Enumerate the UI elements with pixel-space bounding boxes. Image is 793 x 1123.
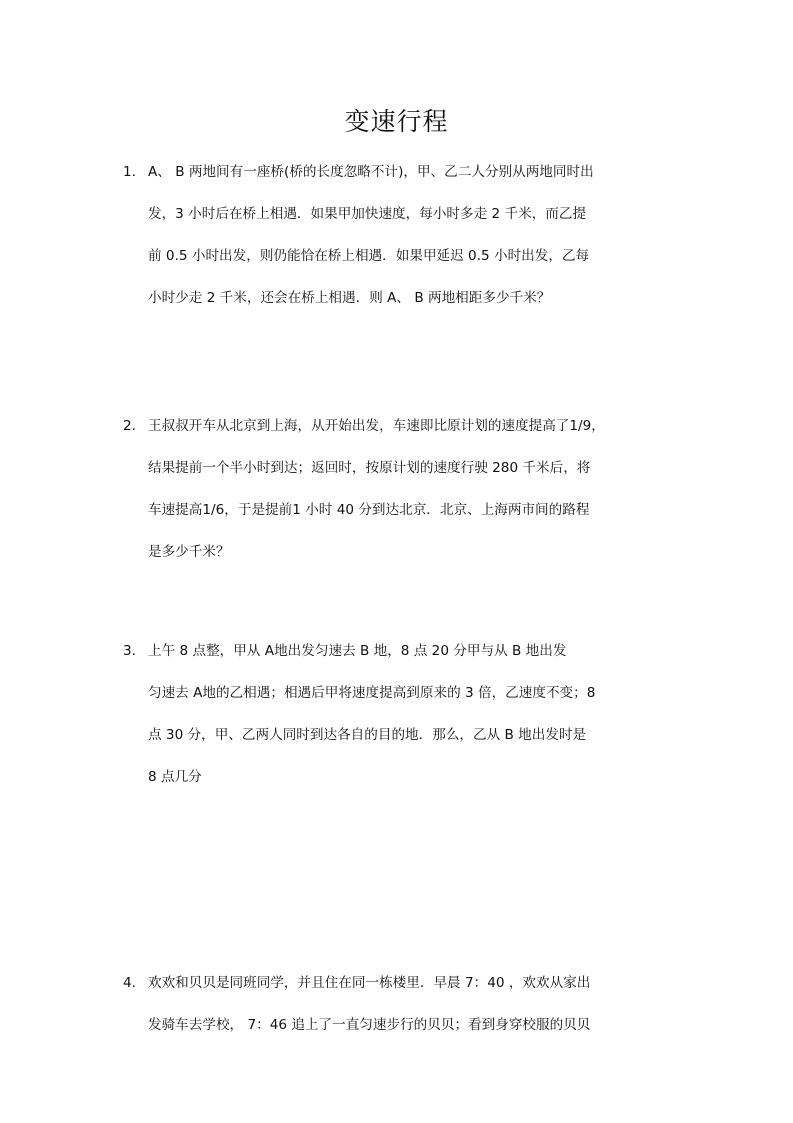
problem-text-line: A、 B 两地间有一座桥(桥的长度忽略不计)，甲、乙二人分别从两地同时出: [148, 164, 594, 180]
problem-text-line: 小时少走 2 千米，还会在桥上相遇．则 A、 B 两地相距多少千米？: [148, 290, 551, 306]
problem-text-line: 王叔叔开车从北京到上海，从开始出发，车速即比原计划的速度提高了1/9，: [148, 418, 605, 434]
problem-text-line: 匀速去 A地的乙相遇；相遇后甲将速度提高到原来的 3 倍，乙速度不变；8: [148, 685, 596, 701]
problem-text-line: 点 30 分，甲、乙两人同时到达各自的目的地．那么，乙从 B 地出发时是: [148, 727, 587, 743]
problem-text-line: 前 0.5 小时出发，则仍能恰在桥上相遇．如果甲延迟 0.5 小时出发，乙每: [148, 248, 590, 264]
problem-text-line: 结果提前一个半小时到达；返回时，按原计划的速度行驶 280 千米后，将: [148, 460, 591, 476]
problem-number: 1.: [123, 164, 136, 180]
problem-text-line: 8 点几分: [148, 769, 202, 785]
page-title: 变速行程: [344, 107, 449, 136]
problem-text-line: 是多少千米？: [148, 544, 230, 560]
problem-number: 2.: [123, 418, 136, 434]
problem-text-line: 欢欢和贝贝是同班同学，并且住在同一栋楼里．早晨 7：40 ，欢欢从家出: [148, 975, 591, 991]
problem-3: [123, 630, 703, 798]
problem-number: 4.: [123, 975, 136, 991]
problem-text-line: 发，3 小时后在桥上相遇．如果甲加快速度，每小时多走 2 千米，而乙提: [148, 206, 587, 222]
problem-text-line: 发骑车去学校， 7：46 追上了一直匀速步行的贝贝；看到身穿校服的贝贝: [148, 1017, 591, 1033]
problem-4: [123, 962, 703, 1046]
problem-text-line: 上午 8 点整，甲从 A地出发匀速去 B 地，8 点 20 分甲与从 B 地出发: [148, 643, 567, 659]
problem-text-line: 车速提高1/6，于是提前1 小时 40 分到达北京．北京、上海两市间的路程: [148, 502, 590, 518]
problem-1: [123, 151, 703, 319]
problem-2: [123, 405, 703, 573]
problem-number: 3.: [123, 643, 136, 659]
